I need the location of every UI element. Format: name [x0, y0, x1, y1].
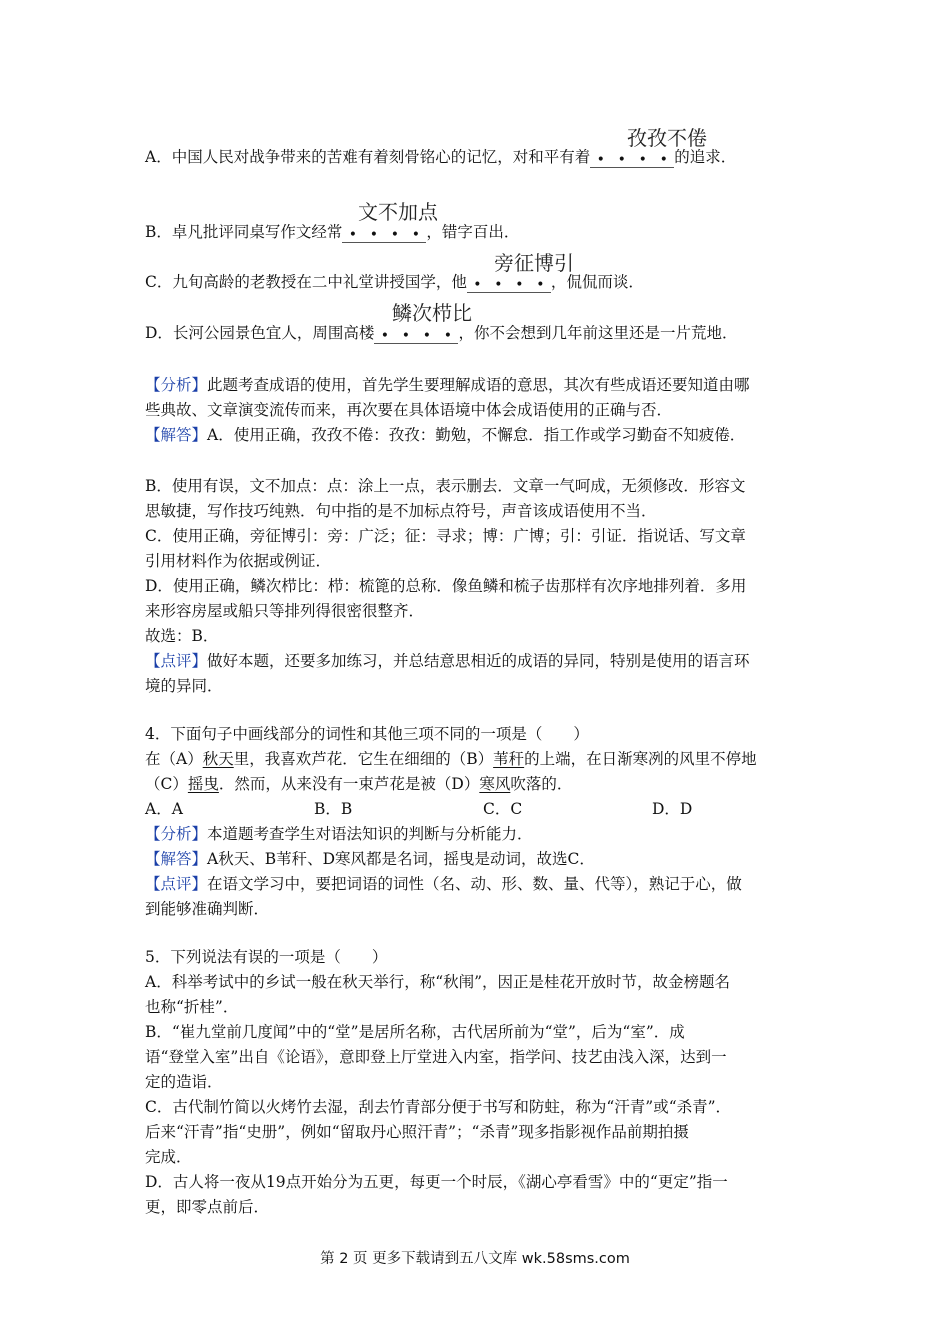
page-footer: 第 2 页 更多下载请到五八文库 wk.58sms.com	[320, 1251, 630, 1267]
comment-q4-cont: 到能够准确判断．	[145, 900, 270, 918]
question-5-option-d-cont: 更，即零点前后．	[145, 1198, 270, 1216]
idiom-annotation-c: 旁征博引	[494, 251, 574, 275]
option-a-q3	[145, 147, 736, 168]
comment-text: 在语文学习中，要把词语的词性（名、动、形、数、量、代等），熟记于心，做	[207, 875, 742, 893]
idiom-annotation-d: 鳞次栉比	[392, 301, 472, 325]
question-4-sentence-2	[145, 774, 572, 794]
comment-text: 做好本题，还要多加练习，并总结意思相近的成语的异同，特别是使用的语言环	[207, 652, 750, 670]
option-text: ，你不会想到几年前这里还是一片荒地．	[458, 324, 738, 342]
idiom-blank: • • • •	[342, 222, 426, 243]
answer-q3-choice: 故选：B．	[145, 627, 219, 645]
idiom-annotation-b: 文不加点	[358, 200, 438, 224]
question-4-option-b: B．B	[314, 800, 353, 818]
answer-q4	[145, 849, 595, 869]
question-5-option-a: A．科举考试中的乡试一般在秋天举行，称“秋闱”，因正是桂花开放时节，故金榜题名	[145, 973, 731, 991]
question-4-option-d: D．D	[652, 800, 693, 818]
question-5-option-a-cont: 也称“折桂”．	[145, 998, 239, 1016]
question-4-option-a: A．A	[145, 800, 183, 818]
answer-q3-b2: 思敏捷，写作技巧纯熟．句中指的是不加标点符号，声音该成语使用不当．	[145, 502, 657, 520]
idiom-blank: • • • •	[374, 323, 458, 344]
question-4-sentence-1	[145, 749, 757, 769]
comment-q3	[145, 651, 750, 671]
analysis-q4	[145, 824, 533, 844]
answer-q3-b1: B．使用有误，文不加点：点：涂上一点，表示删去．文章一气呵成，无须修改．形容文	[145, 477, 746, 495]
question-5-option-b-cont2: 定的造诣．	[145, 1073, 223, 1091]
comment-tag: 【点评】	[145, 652, 208, 670]
analysis-q3-cont: 些典故、文章演变流传而来，再次要在具体语境中体会成语使用的正确与否．	[145, 401, 673, 419]
sentence-text: 在（A）	[145, 750, 203, 768]
underlined-word: 摇曳	[187, 775, 219, 793]
comment-tag: 【点评】	[145, 875, 208, 893]
analysis-text: 此题考查成语的使用，首先学生要理解成语的意思，其次有些成语还要知道由哪	[207, 376, 750, 394]
option-text: C．九旬高龄的老教授在二中礼堂讲授国学，他	[145, 273, 467, 291]
answer-tag: 【解答】	[145, 426, 208, 444]
comment-q3-cont: 境的异同．	[145, 677, 223, 695]
answer-text: A．使用正确，孜孜不倦：孜孜：勤勉，不懈怠．指工作或学习勤奋不知疲倦．	[207, 426, 746, 444]
answer-q3-c1: C．使用正确，旁征博引：旁：广泛；征：寻求；博：广博；引：引证．指说话、写文章	[145, 527, 746, 545]
underlined-word: 寒风	[479, 775, 511, 793]
sentence-text: 吹落的．	[510, 775, 573, 793]
answer-text: A秋天、B苇秆、D寒风都是名词，摇曳是动词，故选C．	[207, 850, 595, 868]
analysis-q3	[145, 375, 750, 395]
idiom-blank: • • • •	[467, 272, 551, 293]
comment-q4	[145, 874, 742, 894]
question-5-stem: 5．下列说法有误的一项是（ ）	[145, 948, 388, 966]
option-b-q3	[145, 222, 519, 243]
underlined-word: 苇秆	[493, 750, 525, 768]
question-5-option-b: B．“崔九堂前几度闻”中的“堂”是居所名称，古代居所前为“堂”，后为“室”．成	[145, 1023, 685, 1041]
sentence-text: 里，我喜欢芦花．它生在细细的（B）	[233, 750, 494, 768]
answer-q3-c2: 引用材料作为依据或例证．	[145, 552, 332, 570]
answer-q3-d1: D．使用正确，鳞次栉比：栉：梳篦的总称．像鱼鳞和梳子齿那样有次序地排列着．多用	[145, 577, 747, 595]
question-4-stem: 4．下面句子中画线部分的词性和其他三项不同的一项是（ ）	[145, 725, 589, 743]
sentence-text: ．然而，从来没有一束芦花是被（D）	[218, 775, 480, 793]
option-text: ，错字百出．	[426, 223, 520, 241]
option-c-q3	[145, 272, 644, 293]
question-5-option-b-cont: 语“登堂入室”出自《论语》，意即登上厅堂进入内室，指学问、技艺由浅入深，达到一	[145, 1048, 727, 1066]
question-4-option-c: C．C	[483, 800, 523, 818]
answer-q3	[145, 425, 745, 445]
analysis-text: 本道题考查学生对语法知识的判断与分析能力．	[207, 825, 533, 843]
underlined-word: 秋天	[202, 750, 234, 768]
option-text: D．长河公园景色宜人，周围高楼	[145, 324, 375, 342]
analysis-tag: 【分析】	[145, 376, 208, 394]
option-d-q3	[145, 323, 737, 344]
option-text: ，侃侃而谈．	[550, 273, 644, 291]
question-5-option-c-cont2: 完成．	[145, 1148, 192, 1166]
option-text: B．卓凡批评同桌写作文经常	[145, 223, 343, 241]
analysis-tag: 【分析】	[145, 825, 208, 843]
answer-q3-d2: 来形容房屋或船只等排列得很密很整齐．	[145, 602, 425, 620]
sentence-text: 的上端，在日渐寒冽的风里不停地	[524, 750, 757, 768]
question-5-option-c-cont: 后来“汗青”指“史册”，例如“留取丹心照汗青”；“杀青”现多指影视作品前期拍摄	[145, 1123, 689, 1141]
idiom-blank: • • • •	[590, 147, 674, 168]
option-text: 的追求．	[674, 148, 737, 166]
question-5-option-c: C．古代制竹简以火烤竹去湿，刮去竹青部分便于书写和防蛀，称为“汗青”或“杀青”．	[145, 1098, 732, 1116]
option-text: A．中国人民对战争带来的苦难有着刻骨铭心的记忆，对和平有着	[145, 148, 591, 166]
sentence-text: （C）	[145, 775, 188, 793]
question-5-option-d: D．古人将一夜从19点开始分为五更，每更一个时辰，《湖心亭看雪》中的“更定”指一	[145, 1173, 728, 1191]
idiom-annotation-a: 孜孜不倦	[627, 126, 707, 150]
answer-tag: 【解答】	[145, 850, 208, 868]
